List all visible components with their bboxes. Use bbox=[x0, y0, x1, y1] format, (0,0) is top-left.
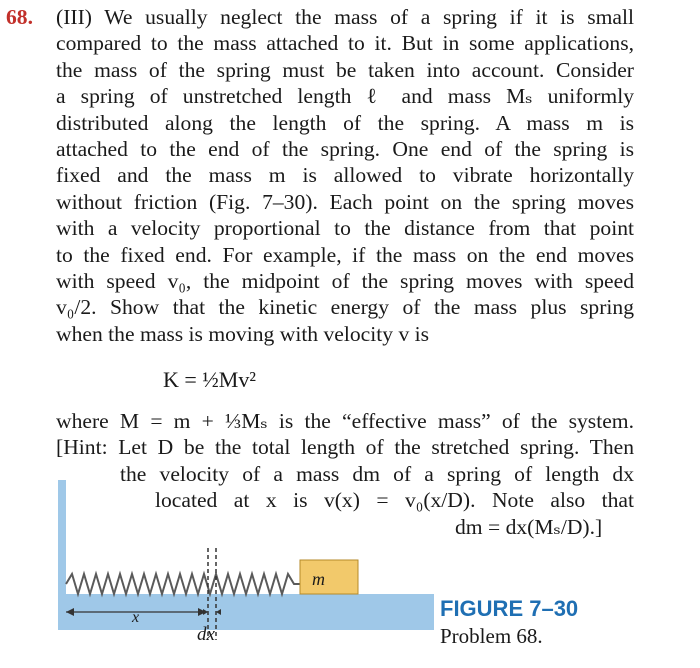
text-line: distributed along the length of the spring. A mass m is bbox=[56, 110, 634, 135]
text-line: the velocity of a mass dm of a spring of length dx bbox=[120, 461, 634, 486]
text-line: (III) We usually neglect the mass of a spring if it is small bbox=[56, 5, 634, 29]
text-line: the mass of the spring must be taken into account. Consider bbox=[56, 57, 634, 82]
mass-label: m bbox=[312, 569, 325, 589]
text-line: to the fixed end. For example, if the mass on the end moves bbox=[56, 242, 634, 267]
text-line: v₀/2. Show that the kinetic energy of the mass plus spring bbox=[56, 295, 634, 320]
text-line: [Hint: Let D be the total length of the stretched spring. Then bbox=[56, 435, 634, 460]
text-line: attached to the end of the spring. One end of the spring is bbox=[56, 137, 634, 161]
figure-subcaption: Problem 68. bbox=[440, 624, 543, 648]
spring bbox=[66, 574, 300, 594]
text-line: with a velocity proportional to the distance from that point bbox=[56, 216, 634, 241]
text-line: a spring of unstretched length ℓ and mass Mₛ uniformly bbox=[56, 84, 634, 109]
wall bbox=[58, 480, 66, 608]
text-line: with speed v₀, the midpoint of the spring moves with speed bbox=[56, 269, 634, 293]
text-line: without friction (Fig. 7–30). Each point on the spring moves bbox=[56, 189, 634, 214]
figure-caption: FIGURE 7–30 bbox=[440, 596, 579, 621]
text-line: fixed and the mass m is allowed to vibrate horizontally bbox=[56, 163, 634, 188]
text-line: compared to the mass attached to it. But in some applications, bbox=[56, 31, 634, 56]
problem-number: 68. bbox=[6, 5, 33, 29]
x-label: x bbox=[132, 609, 140, 626]
text-line: where M = m + ⅓Mₛ is the “effective mass” of the system. bbox=[56, 409, 634, 433]
dx-label: dx bbox=[197, 624, 215, 645]
text-line: when the mass is moving with velocity v is bbox=[56, 321, 430, 346]
mass-block bbox=[300, 560, 358, 594]
kinetic-energy-equation: K = ½Mv² bbox=[163, 367, 256, 392]
text-line: dm = dx(Mₛ/D).] bbox=[455, 514, 603, 539]
text-line: located at x is v(x) = v₀(x/D). Note also that bbox=[155, 488, 634, 513]
